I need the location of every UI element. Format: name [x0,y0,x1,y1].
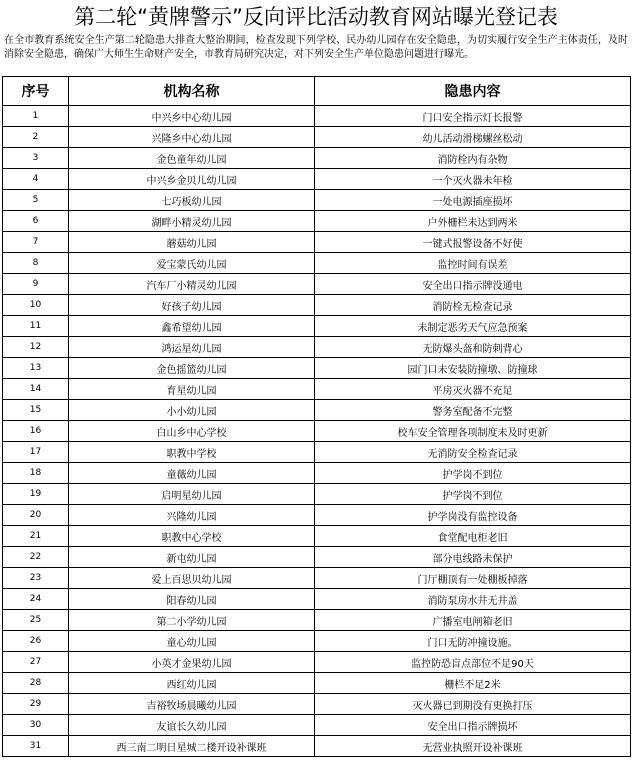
row-serial: 12 [3,337,69,358]
row-serial: 14 [3,379,69,400]
row-institution: 友谊长久幼儿园 [69,715,315,736]
row-institution: 鸿运星幼儿园 [69,337,315,358]
row-hazard: 护学岗没有监控设备 [315,505,631,526]
row-serial: 20 [3,505,69,526]
table-body [3,106,631,757]
intro-paragraph: 在全市教育系统安全生产第二轮隐患大排查大整治期间，检查发现下列学校、民办幼儿园存在安全隐患，为切实履行安全生产主体责任，及时消除安全隐患，确保广大师生生命财产安全，市教育局研究决定，对下列安全生产单位隐患问题进行曝光。 [4,35,628,60]
row-serial: 29 [3,694,69,715]
row-hazard: 未制定恶劣天气应急预案 [315,316,631,337]
row-serial: 9 [3,274,69,295]
row-institution: 金色童年幼儿园 [69,148,315,169]
row-institution: 中兴乡中心幼儿园 [69,106,315,127]
row-institution: 中兴乡金贝儿幼儿园 [69,169,315,190]
row-serial: 18 [3,463,69,484]
row-institution: 小小幼儿园 [69,400,315,421]
row-institution: 新屯幼儿园 [69,547,315,568]
table-row [3,463,631,484]
row-institution: 吉裕牧场晨曦幼儿园 [69,694,315,715]
table-row [3,211,631,232]
table-row [3,631,631,652]
row-hazard: 消防栓内有杂物 [315,148,631,169]
row-hazard: 护学岗不到位 [315,463,631,484]
table-row [3,253,631,274]
table-row [3,274,631,295]
row-serial: 11 [3,316,69,337]
table-row [3,715,631,736]
table-row [3,190,631,211]
row-serial: 25 [3,610,69,631]
table-row [3,400,631,421]
table-row [3,547,631,568]
row-hazard: 食堂配电柜老旧 [315,526,631,547]
row-institution: 七巧板幼儿园 [69,190,315,211]
table-row [3,526,631,547]
row-hazard: 安全出口指示牌损坏 [315,715,631,736]
row-serial: 24 [3,589,69,610]
row-serial: 10 [3,295,69,316]
row-institution: 小英才金果幼儿园 [69,652,315,673]
row-institution: 好孩子幼儿园 [69,295,315,316]
row-hazard: 一处电源插座损坏 [315,190,631,211]
row-hazard: 户外栅栏未达到两米 [315,211,631,232]
row-serial: 22 [3,547,69,568]
row-hazard: 灭火器已到期没有更换打压 [315,694,631,715]
table-row [3,589,631,610]
row-hazard: 监控时间有误差 [315,253,631,274]
row-serial: 3 [3,148,69,169]
header-institution: 机构名称 [69,77,315,106]
row-institution: 汽车厂小精灵幼儿园 [69,274,315,295]
table-row [3,442,631,463]
table-row [3,568,631,589]
row-serial: 1 [3,106,69,127]
row-hazard: 消防栓无检查记录 [315,295,631,316]
row-hazard: 监控防恐盲点部位不足90天 [315,652,631,673]
header-serial: 序号 [3,77,69,106]
table-row [3,694,631,715]
row-hazard: 门口安全指示灯长报警 [315,106,631,127]
row-institution: 兴隆乡中心幼儿园 [69,127,315,148]
row-institution: 阳春幼儿园 [69,589,315,610]
row-hazard: 门口无防冲撞设施。 [315,631,631,652]
row-hazard: 无防爆头盔和防刺背心 [315,337,631,358]
row-institution: 第二小学幼儿园 [69,610,315,631]
row-institution: 童心幼儿园 [69,631,315,652]
table-row [3,673,631,694]
row-hazard: 校车安全管理各项制度未及时更新 [315,421,631,442]
row-hazard: 广播室电闸箱老旧 [315,610,631,631]
row-hazard: 警务室配备不完整 [315,400,631,421]
table-row [3,232,631,253]
table-row [3,148,631,169]
row-serial: 28 [3,673,69,694]
row-serial: 2 [3,127,69,148]
table-row [3,505,631,526]
row-institution: 职教中心学校 [69,526,315,547]
row-institution: 西红幼儿园 [69,673,315,694]
row-institution: 蘑菇幼儿园 [69,232,315,253]
row-institution: 白山乡中心学校 [69,421,315,442]
row-serial: 30 [3,715,69,736]
row-hazard: 平房灭火器不充足 [315,379,631,400]
row-serial: 21 [3,526,69,547]
table-row [3,358,631,379]
row-institution: 兴隆幼儿园 [69,505,315,526]
row-serial: 7 [3,232,69,253]
row-hazard: 幼儿活动滑梯螺丝松动 [315,127,631,148]
header-hazard: 隐患内容 [315,77,631,106]
row-serial: 8 [3,253,69,274]
row-serial: 15 [3,400,69,421]
row-hazard: 一键式报警设备不好使 [315,232,631,253]
table-row [3,127,631,148]
row-serial: 5 [3,190,69,211]
table-row [3,652,631,673]
table-header-row [3,77,631,106]
row-institution: 职教中学校 [69,442,315,463]
row-institution: 启明星幼儿园 [69,484,315,505]
row-institution: 爱宝蒙氏幼儿园 [69,253,315,274]
row-institution: 鑫希望幼儿园 [69,316,315,337]
row-hazard: 栅栏不足2米 [315,673,631,694]
row-hazard: 消防泵房水井无井盖 [315,589,631,610]
row-serial: 4 [3,169,69,190]
row-hazard: 安全出口指示牌没通电 [315,274,631,295]
row-institution: 童薇幼儿园 [69,463,315,484]
table-row [3,610,631,631]
row-institution: 湖畔小精灵幼儿园 [69,211,315,232]
table-row [3,484,631,505]
table-row [3,295,631,316]
row-hazard: 一个灭火器未年检 [315,169,631,190]
row-serial: 6 [3,211,69,232]
row-institution: 金色摇篮幼儿园 [69,358,315,379]
table-row [3,421,631,442]
table-row [3,736,631,757]
row-serial: 23 [3,568,69,589]
row-serial: 26 [3,631,69,652]
table-row [3,379,631,400]
exposure-table [2,76,631,757]
row-hazard: 护学岗不到位 [315,484,631,505]
row-institution: 西三南二明日星城二楼开设补课班 [69,736,315,757]
table-row [3,337,631,358]
row-institution: 育星幼儿园 [69,379,315,400]
row-serial: 13 [3,358,69,379]
row-institution: 爱上百思贝幼儿园 [69,568,315,589]
row-serial: 16 [3,421,69,442]
row-hazard: 无营业执照开设补课班 [315,736,631,757]
row-hazard: 园门口未安装防撞墩、防撞球 [315,358,631,379]
table-row [3,316,631,337]
row-hazard: 无消防安全检查记录 [315,442,631,463]
table-row [3,106,631,127]
row-serial: 17 [3,442,69,463]
table-row [3,169,631,190]
row-serial: 19 [3,484,69,505]
row-serial: 27 [3,652,69,673]
page-title: 第二轮“黄牌警示”反向评比活动教育网站曝光登记表 [74,5,558,29]
row-hazard: 部分电线路未保护 [315,547,631,568]
row-serial: 31 [3,736,69,757]
row-hazard: 门厅棚顶有一处棚板掉落 [315,568,631,589]
